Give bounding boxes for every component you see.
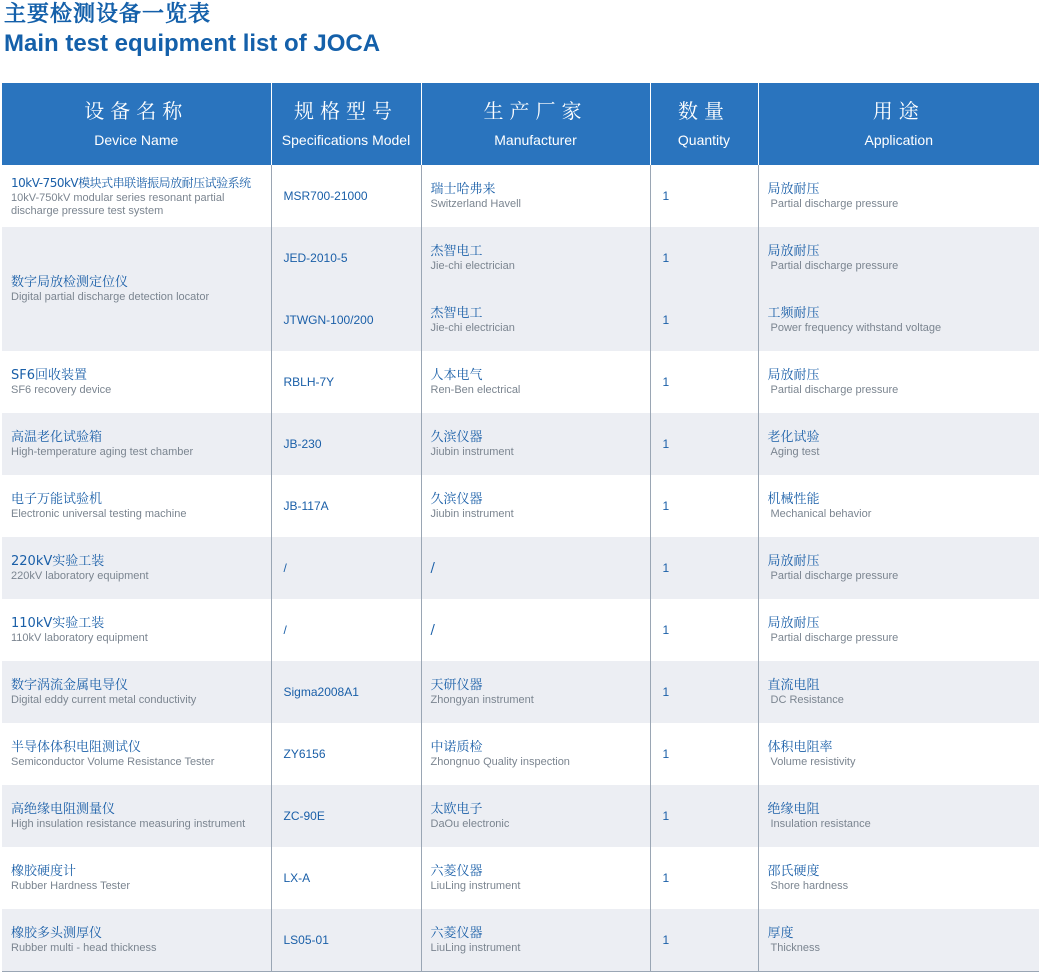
device-cn: 高温老化试验箱 (11, 430, 103, 445)
maker-sub (431, 227, 650, 289)
model-cell: / (271, 537, 421, 599)
model-cell: LS05-01 (271, 909, 421, 971)
maker-cell (421, 661, 650, 723)
application-cell (758, 847, 1039, 909)
quantity-cell: 1 (650, 723, 758, 785)
device-en: 220kV laboratory equipment (11, 570, 149, 582)
maker-cn: 久滨仪器 (430, 492, 483, 507)
maker-en: LiuLing instrument (430, 880, 521, 892)
device-cell (2, 413, 271, 475)
maker-cn: 天研仪器 (430, 678, 483, 693)
application-en: Partial discharge pressure (770, 198, 899, 210)
maker-cn: 杰智电工 (430, 244, 483, 259)
table-row (2, 475, 1039, 537)
device-en: Electronic universal testing machine (11, 508, 187, 520)
application-sub (768, 289, 1039, 351)
application-en: Volume resistivity (770, 756, 856, 768)
device-en: 110kV laboratory equipment (11, 632, 148, 644)
device-cn: SF6回收装置 (11, 368, 88, 383)
application-cn: 局放耐压 (767, 554, 820, 569)
application-en: Partial discharge pressure (770, 570, 899, 582)
header-spec-model (271, 83, 421, 165)
application-cell (758, 599, 1039, 661)
header-application (758, 83, 1039, 165)
application-cell (758, 723, 1039, 785)
application-cell (758, 661, 1039, 723)
header-cn: 用途 (872, 99, 925, 123)
header-device-name (2, 83, 271, 165)
maker-cn: 太欧电子 (430, 802, 483, 817)
header-manufacturer (421, 83, 650, 165)
maker-cn: 人本电气 (430, 368, 483, 383)
quantity-cell: 1 (650, 909, 758, 971)
application-cell (758, 475, 1039, 537)
table-row (2, 599, 1039, 661)
model-cell: RBLH-7Y (271, 351, 421, 413)
quantity-cell: 1 (650, 165, 758, 227)
header-cn: 数量 (678, 99, 730, 123)
maker-cell (421, 165, 650, 227)
maker-en: Ren-Ben electrical (430, 384, 521, 396)
maker-cell (421, 537, 650, 599)
maker-cell (421, 723, 650, 785)
model-cell: MSR700-21000 (271, 165, 421, 227)
equipment-table (2, 83, 1039, 972)
maker-en: Jie-chi electrician (430, 322, 515, 334)
device-cell (2, 599, 271, 661)
device-cell (2, 227, 271, 351)
header-en: Application (864, 132, 933, 148)
device-en: Rubber multi - head thickness (11, 941, 157, 954)
application-en: Power frequency withstand voltage (770, 322, 942, 334)
table-row (2, 661, 1039, 723)
application-cn: 局放耐压 (767, 182, 820, 197)
application-cell (758, 909, 1039, 971)
application-cn: 机械性能 (767, 492, 820, 507)
table-row (2, 165, 1039, 227)
header-cn: 生产厂家 (483, 99, 588, 123)
maker-en: LiuLing instrument (430, 941, 521, 954)
model-cell: JB-230 (271, 413, 421, 475)
table-row (2, 351, 1039, 413)
maker-cell (421, 413, 650, 475)
device-cell (2, 785, 271, 847)
application-cell (758, 351, 1039, 413)
device-cn: 数字局放检测定位仪 (11, 275, 129, 290)
maker-en: Jiubin instrument (430, 508, 514, 520)
table-row (2, 723, 1039, 785)
application-cn: 邵氏硬度 (767, 864, 820, 879)
quantity-sub: 1 (662, 313, 670, 327)
device-en: High-temperature aging test chamber (11, 446, 194, 458)
maker-en: Switzerland Havell (430, 198, 521, 210)
application-en: Shore hardness (770, 880, 849, 892)
device-cell (2, 165, 271, 227)
header-cn: 设备名称 (84, 99, 189, 123)
application-cn: 老化试验 (767, 430, 820, 445)
maker-cn: 瑞士哈弗来 (430, 182, 496, 197)
maker-cn: 杰智电工 (430, 306, 483, 321)
maker-cn: 六菱仪器 (430, 864, 483, 879)
application-cell (758, 227, 1039, 351)
device-en: Semiconductor Volume Resistance Tester (11, 756, 215, 768)
table-row (2, 909, 1039, 971)
maker-cell (421, 227, 650, 351)
application-cell (758, 165, 1039, 227)
maker-cell (421, 599, 650, 661)
quantity-cell (650, 227, 758, 351)
application-en: Thickness (770, 941, 821, 954)
maker-cn: / (430, 560, 435, 576)
application-en: Aging test (770, 446, 820, 458)
device-cell (2, 475, 271, 537)
device-en: SF6 recovery device (11, 384, 112, 396)
quantity-sub: 1 (662, 251, 670, 265)
device-cell (2, 661, 271, 723)
model-sub: JTWGN-100/200 (283, 313, 374, 327)
model-cell: LX-A (271, 847, 421, 909)
device-en: Digital eddy current metal conductivity (11, 694, 197, 706)
maker-en: Jiubin instrument (430, 446, 514, 458)
maker-en: Jie-chi electrician (430, 260, 515, 272)
header-en: Specifications Model (281, 132, 411, 148)
device-en: Rubber Hardness Tester (11, 880, 131, 892)
model-cell: JB-117A (271, 475, 421, 537)
device-cn: 电子万能试验机 (11, 492, 103, 507)
application-cn: 直流电阻 (767, 678, 820, 693)
device-cell (2, 723, 271, 785)
maker-cell (421, 847, 650, 909)
table-row (2, 847, 1039, 909)
maker-cell (421, 909, 650, 971)
page-title-en: Main test equipment list of JOCA (4, 30, 381, 57)
maker-cn: / (430, 622, 435, 638)
device-cn: 橡胶硬度计 (11, 864, 77, 879)
maker-cell (421, 475, 650, 537)
page-title-block (4, 2, 380, 60)
model-cell: Sigma2008A1 (271, 661, 421, 723)
maker-en: Zhongyan instrument (430, 694, 534, 706)
quantity-cell: 1 (650, 413, 758, 475)
maker-cell (421, 351, 650, 413)
table-row (2, 413, 1039, 475)
application-cell (758, 537, 1039, 599)
application-cell (758, 785, 1039, 847)
device-en: Digital partial discharge detection locator (11, 291, 210, 303)
application-en: DC Resistance (770, 694, 844, 706)
quantity-cell: 1 (650, 785, 758, 847)
table-header-row (2, 83, 1039, 165)
device-en: High insulation resistance measuring instrument (11, 818, 246, 830)
device-cn: 高绝缘电阻测量仪 (11, 802, 116, 817)
application-cn: 厚度 (767, 925, 794, 941)
application-en: Insulation resistance (770, 818, 871, 830)
device-cn: 橡胶多头测厚仪 (11, 925, 103, 941)
application-en: Partial discharge pressure (770, 384, 899, 396)
header-en: Manufacturer (494, 132, 577, 148)
quantity-cell: 1 (650, 351, 758, 413)
application-cell (758, 413, 1039, 475)
application-cn: 局放耐压 (767, 244, 820, 259)
header-en: Device Name (94, 132, 179, 148)
application-sub (768, 227, 1039, 289)
quantity-cell: 1 (650, 599, 758, 661)
application-en: Partial discharge pressure (770, 260, 899, 272)
maker-en: Zhongnuo Quality inspection (430, 756, 570, 768)
device-en: 10kV-750kV modular series resonant partial discharge pressure test system (11, 191, 225, 217)
table-row (2, 785, 1039, 847)
application-cn: 局放耐压 (767, 368, 820, 383)
header-en: Quantity (677, 132, 731, 148)
maker-sub (431, 289, 650, 351)
maker-cell (421, 785, 650, 847)
header-cn: 规格型号 (294, 99, 398, 123)
maker-cn: 六菱仪器 (430, 925, 483, 941)
maker-cn: 久滨仪器 (430, 430, 483, 445)
model-cell: ZC-90E (271, 785, 421, 847)
application-en: Mechanical behavior (770, 508, 872, 520)
device-cell (2, 351, 271, 413)
application-cn: 绝缘电阻 (767, 802, 820, 817)
application-cn: 工频耐压 (767, 306, 820, 321)
table-row (2, 227, 1039, 351)
application-en: Partial discharge pressure (770, 632, 899, 644)
quantity-cell: 1 (650, 661, 758, 723)
model-sub: JED-2010-5 (283, 251, 348, 265)
model-cell: / (271, 599, 421, 661)
quantity-cell: 1 (650, 847, 758, 909)
model-cell: ZY6156 (271, 723, 421, 785)
device-cell (2, 909, 271, 971)
application-cn: 体积电阻率 (767, 740, 833, 755)
device-cell (2, 537, 271, 599)
maker-en: DaOu electronic (430, 818, 510, 830)
device-cn: 110kV实验工装 (11, 616, 105, 631)
maker-cn: 中诺质检 (430, 740, 483, 755)
device-cn: 10kV-750kV模块式串联谐振局放耐压试验系统 (11, 175, 251, 190)
device-cn: 数字涡流金属电导仪 (11, 678, 129, 693)
header-quantity (650, 83, 758, 165)
quantity-cell: 1 (650, 537, 758, 599)
model-cell (271, 227, 421, 351)
page-title-cn: 主要检测设备一览表 (4, 2, 212, 27)
device-cell (2, 847, 271, 909)
quantity-cell: 1 (650, 475, 758, 537)
table-row (2, 537, 1039, 599)
device-cn: 半导体体积电阻测试仪 (11, 740, 142, 755)
device-cn: 220kV实验工装 (11, 554, 105, 569)
application-cn: 局放耐压 (767, 616, 820, 631)
